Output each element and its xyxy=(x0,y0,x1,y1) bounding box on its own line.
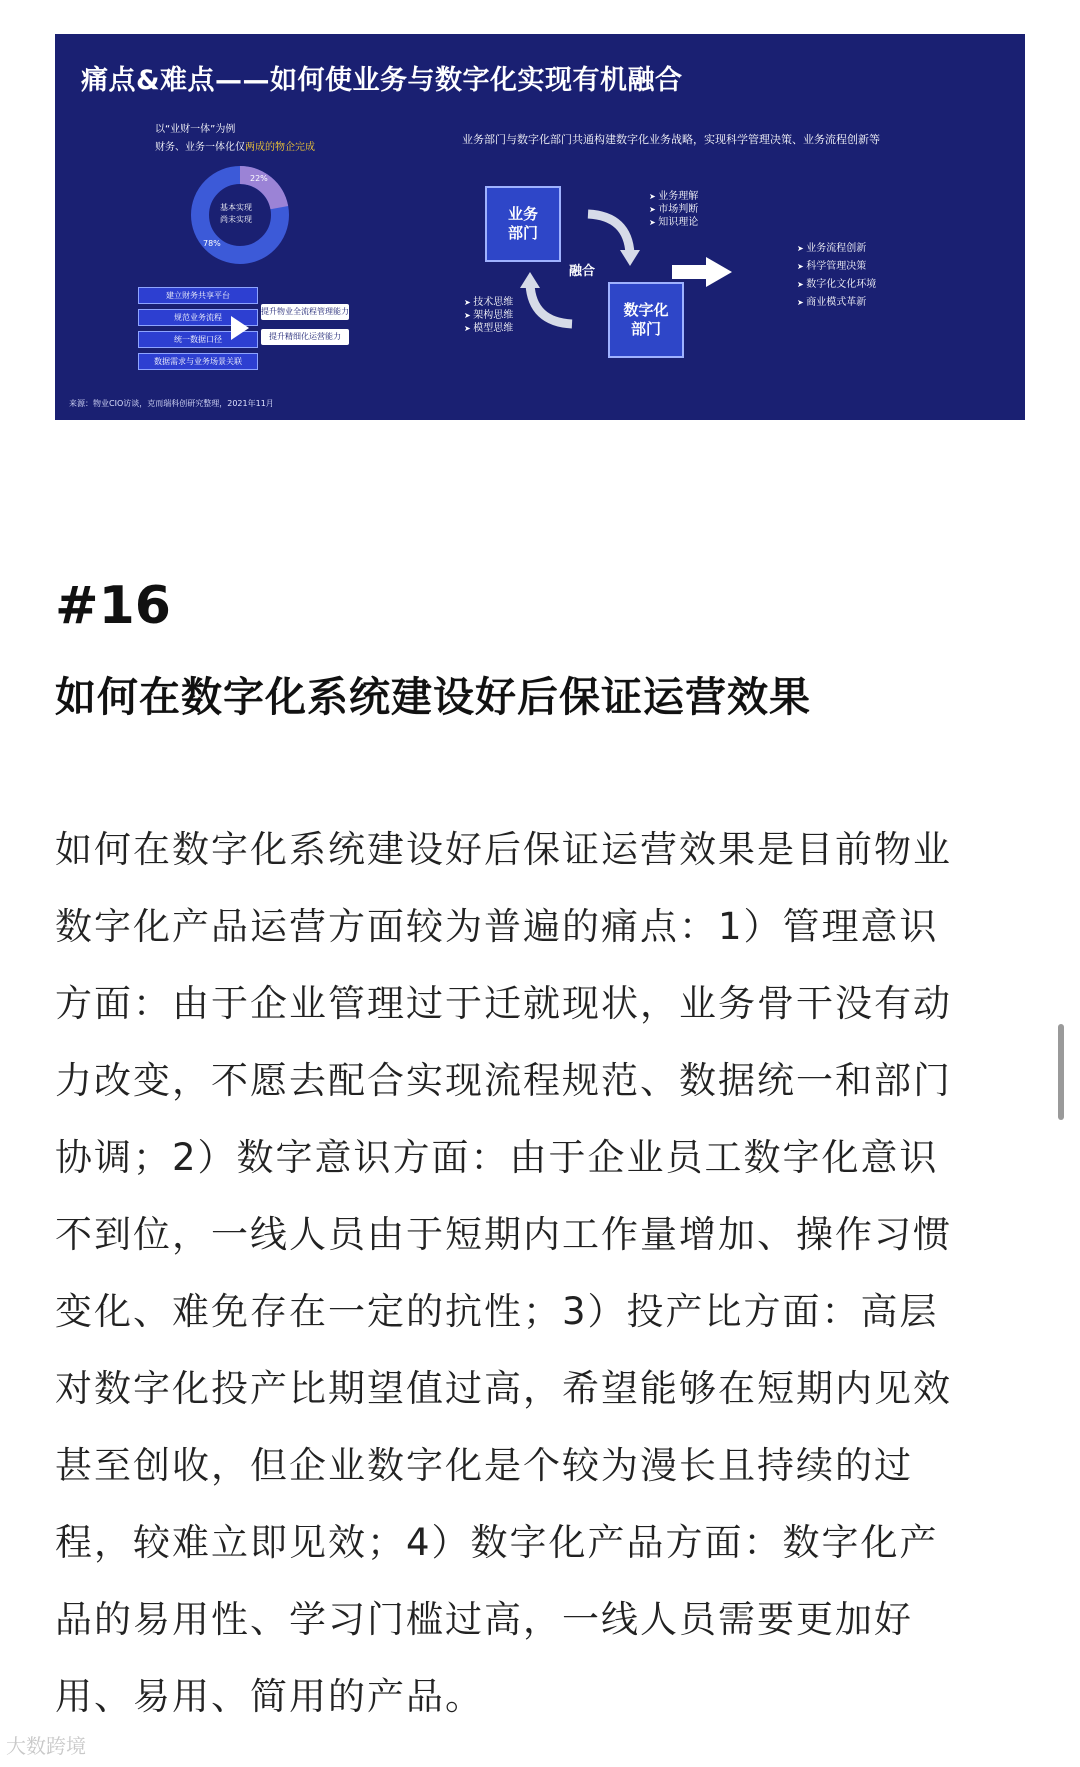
right-box: 提升精细化运营能力 xyxy=(261,329,349,345)
paragraph-line: 变化、难免存在一定的抗性；3）投产比方面：高层 xyxy=(55,1290,939,1333)
big-arrow-right-icon xyxy=(672,257,732,287)
paragraph-line: 协调；2）数字意识方面：由于企业员工数字化意识 xyxy=(55,1136,939,1179)
slide-title: 痛点&难点——如何使业务与数字化实现有机融合 xyxy=(81,65,683,96)
bullet-list-top xyxy=(649,190,698,229)
digital-dept-box: 数字化 部门 xyxy=(608,282,684,358)
bullet-item: ➤ 架构思维 xyxy=(464,309,513,322)
paragraph-line: 甚至创收，但企业数字化是个较为漫长且持续的过 xyxy=(55,1444,913,1487)
bullet-item: ➤ 技术思维 xyxy=(464,296,513,309)
paragraph-line: 如何在数字化系统建设好后保证运营效果是目前物业 xyxy=(55,828,952,871)
left-box: 统一数据口径 xyxy=(138,331,258,348)
bullet-item: ➤ 商业模式革新 xyxy=(797,294,876,312)
right-box: 提升物业全流程管理能力 xyxy=(261,304,349,320)
left-box: 数据需求与业务场景关联 xyxy=(138,353,258,370)
bullet-list-left xyxy=(464,296,513,335)
slide-subtitle: 业务部门与数字化部门共通构建数字化业务战略，实现科学管理决策、业务流程创新等 xyxy=(462,133,880,146)
paragraph-line: 品的易用性、学习门槛过高，一线人员需要更加好 xyxy=(55,1598,913,1641)
bullet-item: ➤ 模型思维 xyxy=(464,322,513,335)
bullet-item: ➤ 业务理解 xyxy=(649,190,698,203)
scrollbar-thumb[interactable] xyxy=(1058,1024,1064,1120)
paragraph-line: 用、易用、简用的产品。 xyxy=(55,1675,484,1718)
merge-label: 融合 xyxy=(569,264,596,279)
donut-note-2 xyxy=(155,138,315,153)
bullet-item: ➤ 数字化文化环境 xyxy=(797,276,876,294)
donut-label-small: 22% xyxy=(250,174,268,183)
section-heading: 如何在数字化系统建设好后保证运营效果 xyxy=(55,673,811,721)
bullet-item: ➤ 市场判断 xyxy=(649,203,698,216)
slide-source: 来源：物业CIO访谈，克而瑞科创研究整理，2021年11月 xyxy=(69,399,274,408)
paragraph-line: 不到位，一线人员由于短期内工作量增加、操作习惯 xyxy=(55,1213,952,1256)
donut-note-text: 财务、业务一体化仅 xyxy=(155,142,245,153)
donut-label-large: 78% xyxy=(203,239,221,248)
slide-image xyxy=(55,34,1025,420)
donut-legend-2: 尚未实现 xyxy=(220,215,252,224)
donut-note-highlight: 两成的物企完成 xyxy=(245,142,315,153)
paragraph-line: 对数字化投产比期望值过高，希望能够在短期内见效 xyxy=(55,1367,952,1410)
business-dept-box: 业务 部门 xyxy=(485,186,561,262)
paragraph-line: 数字化产品运营方面较为普遍的痛点：1）管理意识 xyxy=(55,905,939,948)
left-box: 规范业务流程 xyxy=(138,309,258,326)
donut-note: 以“业财一体”为例 xyxy=(155,124,236,135)
bullet-item: ➤ 业务流程创新 xyxy=(797,240,876,258)
donut-legend-1: 基本实现 xyxy=(220,203,252,212)
left-box: 建立财务共享平台 xyxy=(138,287,258,304)
bullet-item: ➤ 科学管理决策 xyxy=(797,258,876,276)
bullet-list-right xyxy=(797,240,876,312)
paragraph-line: 力改变，不愿去配合实现流程规范、数据统一和部门 xyxy=(55,1059,952,1102)
article-paragraph xyxy=(55,811,1015,1735)
cycle-arrows-icon xyxy=(510,184,650,334)
section-number: #16 xyxy=(55,576,171,636)
paragraph-line: 程，较难立即见效；4）数字化产品方面：数字化产 xyxy=(55,1521,939,1564)
arrow-right-icon xyxy=(231,316,249,340)
watermark: 大数跨境 xyxy=(6,1734,86,1758)
paragraph-line: 方面：由于企业管理过于迁就现状，业务骨干没有动 xyxy=(55,982,952,1025)
bullet-item: ➤ 知识理论 xyxy=(649,216,698,229)
right-box-list xyxy=(261,304,349,354)
